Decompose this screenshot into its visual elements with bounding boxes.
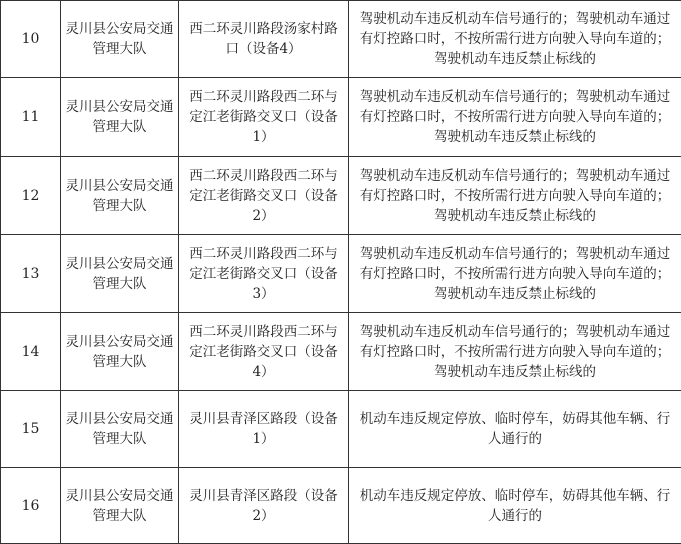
row-index: 14 <box>1 313 61 391</box>
violation-types: 驾驶机动车违反机动车信号通行的；驾驶机动车通过有灯控路口时，不按所需行进方向驶入导向车道的；驾驶机动车违反禁止标线的 <box>349 1 681 78</box>
enforcement-unit: 灵川县公安局交通管理大队 <box>61 468 179 544</box>
enforcement-unit: 灵川县公安局交通管理大队 <box>61 391 179 468</box>
violation-types: 驾驶机动车违反机动车信号通行的；驾驶机动车通过有灯控路口时，不按所需行进方向驶入导向车道的；驾驶机动车违反禁止标线的 <box>349 235 681 313</box>
violation-types: 驾驶机动车违反机动车信号通行的；驾驶机动车通过有灯控路口时，不按所需行进方向驶入导向车道的；驾驶机动车违反禁止标线的 <box>349 313 681 391</box>
table-row <box>1 468 681 544</box>
device-location: 灵川县青泽区路段（设备1） <box>179 391 349 468</box>
violation-types: 机动车违反规定停放、临时停车，妨碍其他车辆、行人通行的 <box>349 391 681 468</box>
table-row <box>1 313 681 391</box>
row-index: 11 <box>1 78 61 157</box>
device-location: 西二环灵川路段西二环与定江老街路交叉口（设备3） <box>179 235 349 313</box>
table-row <box>1 235 681 313</box>
row-index: 12 <box>1 157 61 235</box>
violation-types: 机动车违反规定停放、临时停车，妨碍其他车辆、行人通行的 <box>349 468 681 544</box>
device-location: 西二环灵川路段西二环与定江老街路交叉口（设备4） <box>179 313 349 391</box>
device-location: 西二环灵川路段西二环与定江老街路交叉口（设备1） <box>179 78 349 157</box>
device-location: 灵川县青泽区路段（设备2） <box>179 468 349 544</box>
row-index: 16 <box>1 468 61 544</box>
table-row <box>1 78 681 157</box>
violation-types: 驾驶机动车违反机动车信号通行的；驾驶机动车通过有灯控路口时，不按所需行进方向驶入导向车道的；驾驶机动车违反禁止标线的 <box>349 78 681 157</box>
enforcement-unit: 灵川县公安局交通管理大队 <box>61 235 179 313</box>
table-row <box>1 1 681 78</box>
device-location: 西二环灵川路段西二环与定江老街路交叉口（设备2） <box>179 157 349 235</box>
enforcement-unit: 灵川县公安局交通管理大队 <box>61 78 179 157</box>
enforcement-unit: 灵川县公安局交通管理大队 <box>61 1 179 78</box>
device-location: 西二环灵川路段汤家村路口（设备4） <box>179 1 349 78</box>
enforcement-unit: 灵川县公安局交通管理大队 <box>61 157 179 235</box>
table-row <box>1 157 681 235</box>
enforcement-unit: 灵川县公安局交通管理大队 <box>61 313 179 391</box>
row-index: 15 <box>1 391 61 468</box>
row-index: 10 <box>1 1 61 78</box>
row-index: 13 <box>1 235 61 313</box>
violation-types: 驾驶机动车违反机动车信号通行的；驾驶机动车通过有灯控路口时，不按所需行进方向驶入导向车道的；驾驶机动车违反禁止标线的 <box>349 157 681 235</box>
table-row <box>1 391 681 468</box>
